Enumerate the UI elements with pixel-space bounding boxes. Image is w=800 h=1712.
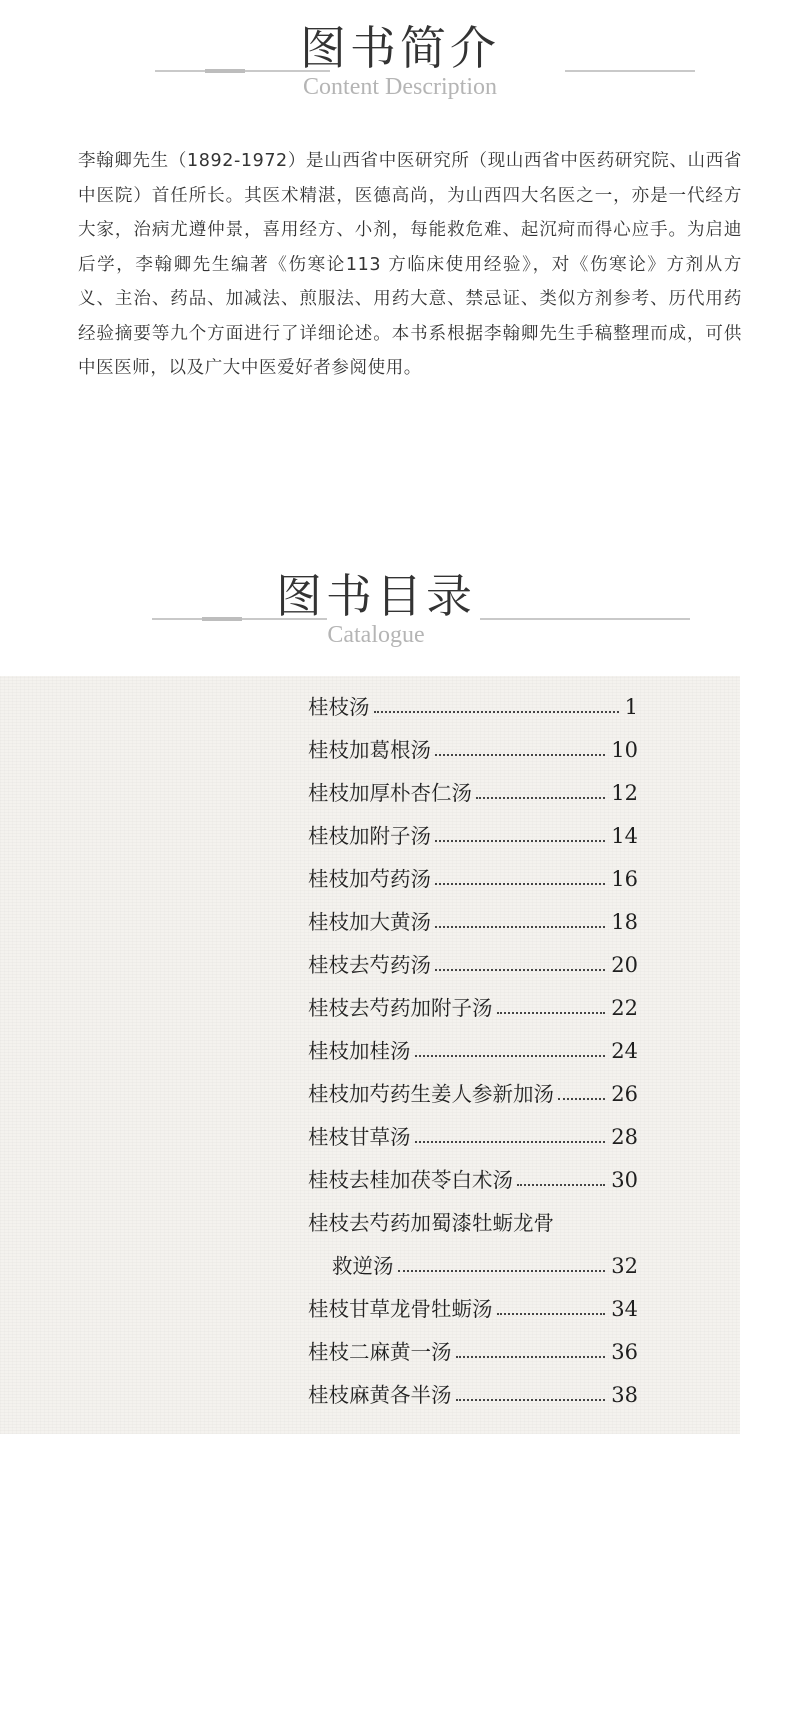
catalogue-entry-page: 10 [611,738,638,762]
dot-leader [435,840,605,842]
dot-leader [374,711,619,713]
catalogue-entry-title: 桂枝甘草汤 [308,1125,411,1149]
dot-leader [415,1141,605,1143]
catalogue-entry-page: 30 [611,1168,638,1192]
intro-header [0,10,800,120]
catalogue-title: 图书目录 [276,569,476,623]
dot-leader [435,754,605,756]
catalogue-entry [308,991,638,1025]
dot-leader [398,1270,605,1272]
catalogue-entry-page: 18 [611,910,638,934]
catalogue-entry [308,819,638,853]
catalogue-entry-title: 桂枝加附子汤 [308,824,431,848]
dot-leader [435,969,605,971]
catalogue-entry [308,1335,638,1369]
catalogue-entry-page: 16 [611,867,638,891]
dot-leader [497,1313,605,1315]
catalogue-entry [308,905,638,939]
dot-leader [497,1012,605,1014]
catalogue-entry [308,776,638,810]
catalogue-entry-page: 26 [611,1082,638,1106]
catalogue-entry-page: 38 [611,1383,638,1407]
catalogue-subtitle: Catalogue [327,622,425,648]
catalogue-entry [308,1077,638,1111]
dot-leader [456,1356,605,1358]
catalogue-entry-title: 桂枝麻黄各半汤 [308,1383,452,1407]
dot-leader [517,1184,605,1186]
catalogue-entry-title: 桂枝去芍药汤 [308,953,431,977]
catalogue-entry-title: 桂枝去芍药加蜀漆牡蛎龙骨 [308,1211,554,1235]
catalogue-entry-title: 桂枝加桂汤 [308,1039,411,1063]
catalogue-entry [308,1120,638,1154]
catalogue-entry [308,1206,638,1240]
catalogue-entry-page: 24 [611,1039,638,1063]
catalogue-entry-page: 14 [611,824,638,848]
catalogue-entry [308,862,638,896]
catalogue-entry-page: 22 [611,996,638,1020]
catalogue-entry-title: 救逆汤 [332,1254,394,1278]
catalogue-entry [308,690,638,724]
catalogue-entry-page: 34 [611,1297,638,1321]
catalogue-entry-page: 1 [624,695,638,719]
dot-leader [558,1098,605,1100]
catalogue-entry [308,1378,638,1412]
catalogue-entry [308,948,638,982]
catalogue-entry-title: 桂枝加芍药生姜人参新加汤 [308,1082,554,1106]
catalogue-entry-title: 桂枝加大黄汤 [308,910,431,934]
catalogue-entry [308,1163,638,1197]
catalogue-entry-title: 桂枝加芍药汤 [308,867,431,891]
catalogue-entry-page: 32 [611,1254,638,1278]
dot-leader [476,797,605,799]
catalogue-entry [308,1292,638,1326]
intro-title: 图书简介 [300,21,500,75]
catalogue-entry-title: 桂枝甘草龙骨牡蛎汤 [308,1297,493,1321]
catalogue-panel [0,676,740,1434]
catalogue-entry-page: 36 [611,1340,638,1364]
catalogue-header [0,560,800,670]
dot-leader [415,1055,605,1057]
catalogue-entry-title: 桂枝去桂加茯苓白术汤 [308,1168,513,1192]
dot-leader [456,1399,605,1401]
intro-body: 李翰卿先生（1892-1972）是山西省中医研究所（现山西省中医药研究院、山西省中医院）首任所长。其医术精湛，医德高尚，为山西四大名医之一，亦是一代经方大家，治病尤遵仲景，喜用经方、小剂，每能救危难、起沉疴而得心应手。为启迪后学，李翰卿先生编著《伤寒论113 方临床使用经验》，对《伤寒论》方剂从方义、主治、药品、加减法、煎服法、用药大意、禁忌证、类似方剂参考、历代用药经验摘要等九个方面进行了详细论述。本书系根据李翰卿先生手稿整理而成，可供中医医师，以及广大中医爱好者参阅使用。 [78,151,742,378]
intro-subtitle: Content Description [303,74,497,100]
catalogue-entry-page: 12 [611,781,638,805]
catalogue-entry-title: 桂枝去芍药加附子汤 [308,996,493,1020]
catalogue-entry [308,1249,638,1283]
dot-leader [435,926,605,928]
catalogue-entry-page: 20 [611,953,638,977]
catalogue-entry-title: 桂枝汤 [308,695,370,719]
catalogue-entry-page: 28 [611,1125,638,1149]
catalogue-entry [308,733,638,767]
catalogue-entry [308,1034,638,1068]
dot-leader [435,883,605,885]
catalogue-entry-title: 桂枝加葛根汤 [308,738,431,762]
catalogue-entry-title: 桂枝加厚朴杏仁汤 [308,781,472,805]
catalogue-entry-title: 桂枝二麻黄一汤 [308,1340,452,1364]
